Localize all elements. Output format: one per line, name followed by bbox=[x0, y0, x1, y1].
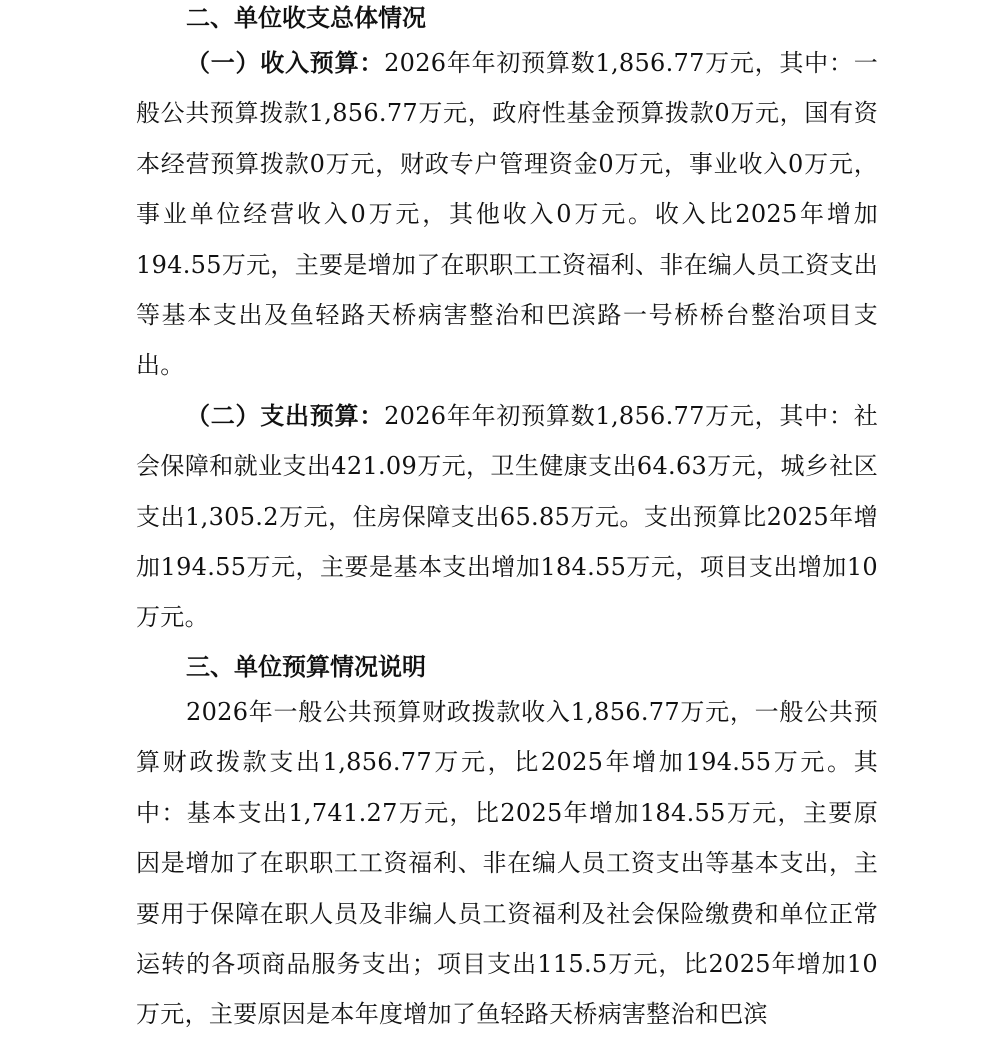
expense-budget-label: （二）支出预算： bbox=[186, 401, 385, 430]
paragraph-budget-explanation: 2026年一般公共预算财政拨款收入1,856.77万元，一般公共预算财政拨款支出1,856.77万元，比2025年增加194.55万元。其中：基本支出1,741.27万元，比2025年增加184.55万元，主要原因是增加了在职职工工资福利、非在编人员工资支出等基本支出，主要用于保障在职人员及非编人员工资福利及社会保险缴费和单位正常运转的各项商品服务支出；项目支出115.5万元，比2025年增加10万元，主要原因是本年度增加了鱼轻路天桥病害整治和巴滨 bbox=[136, 697, 878, 1029]
paragraph-expense-budget bbox=[136, 391, 878, 643]
section-heading-income-expense-overview: 二、单位收支总体情况 bbox=[186, 4, 426, 32]
income-budget-text: 2026年年初预算数1,856.77万元，其中：一般公共预算拨款1,856.77万元，政府性基金预算拨款0万元，国有资本经营预算拨款0万元，财政专户管理资金0万元，事业收入0万元，事业单位经营收入0万元，其他收入0万元。收入比2025年增加194.55万元，主要是增加了在职职工工资福利、非在编人员工资支出等基本支出及鱼轻路天桥病害整治和巴滨路一号桥桥台整治项目支出。 bbox=[136, 49, 878, 380]
document-page bbox=[136, 0, 878, 1040]
income-budget-label: （一）收入预算： bbox=[186, 49, 385, 77]
expense-budget-text: 2026年年初预算数1,856.77万元，其中：社会保障和就业支出421.09万元，卫生健康支出64.63万元，城乡社区支出1,305.2万元，住房保障支出65.85万元。支出预算比2025年增加194.55万元，主要是基本支出增加184.55万元，项目支出增加10万元。 bbox=[136, 401, 878, 632]
paragraph-income-budget bbox=[136, 38, 878, 391]
section-heading-budget-explanation: 三、单位预算情况说明 bbox=[186, 652, 426, 681]
